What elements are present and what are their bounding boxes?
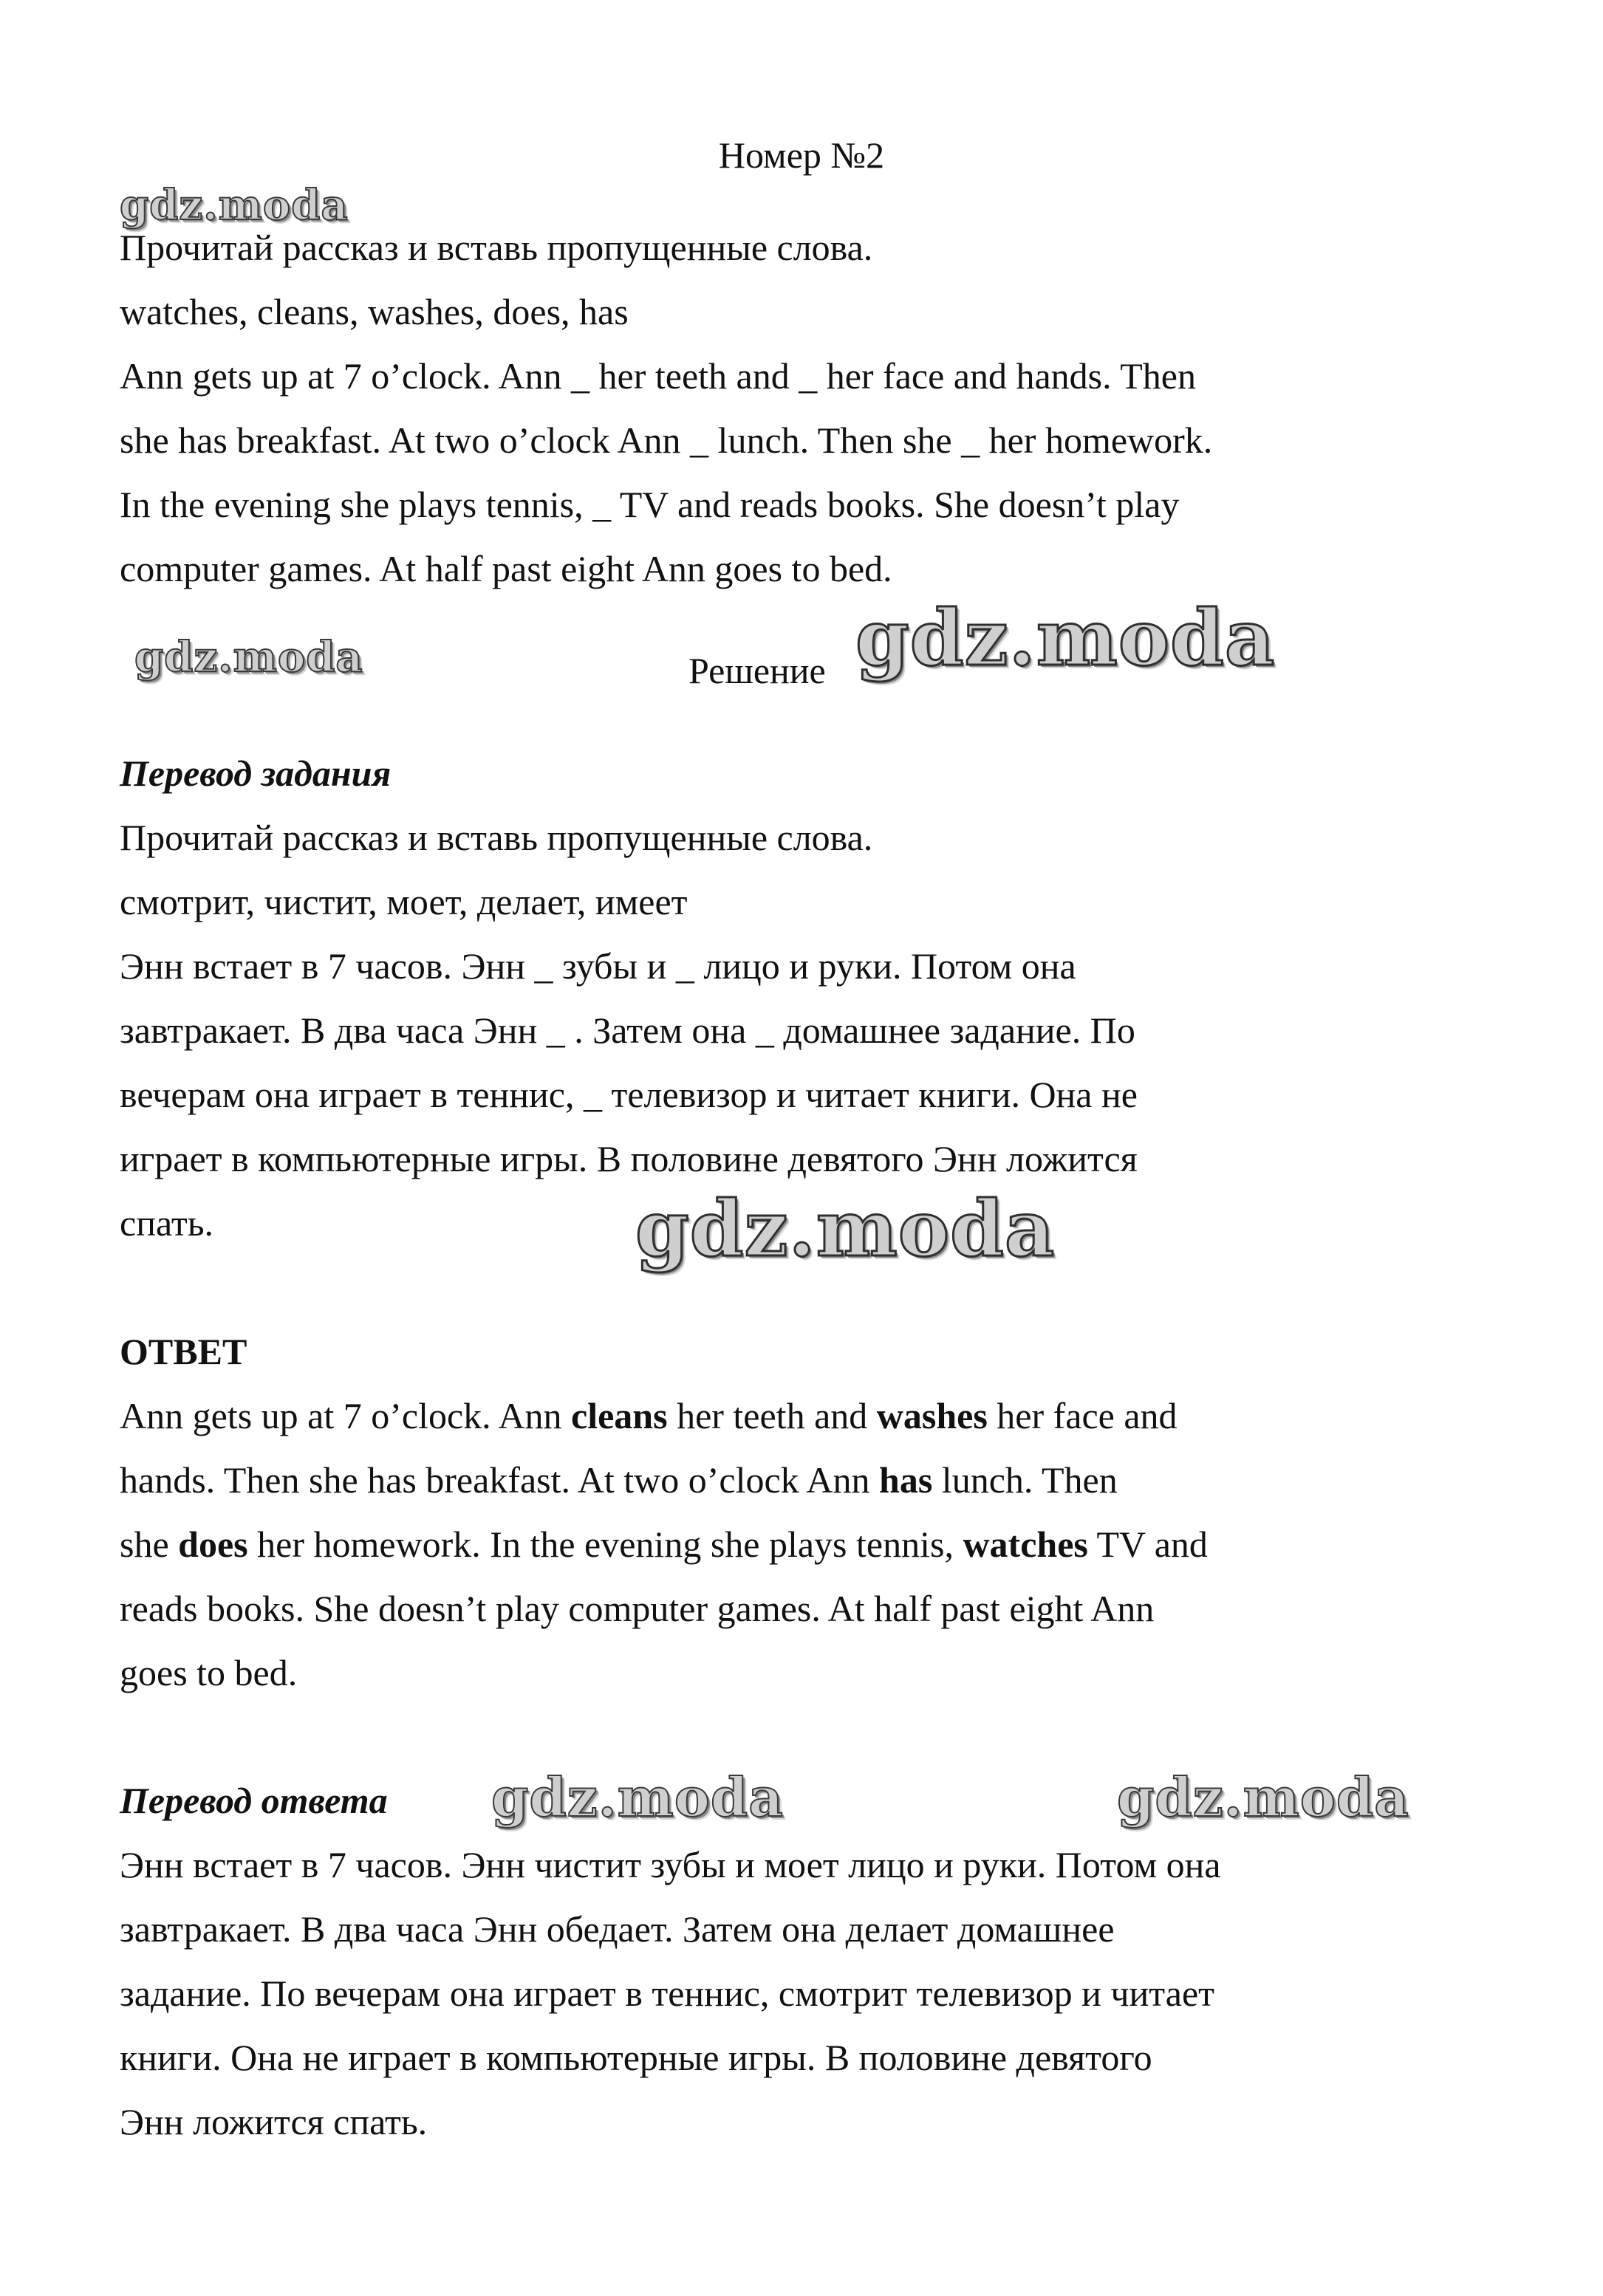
task-text-line: computer games. At half past eight Ann goes to bed. (120, 548, 892, 589)
translation-answer-heading: Перевод ответа (120, 1780, 388, 1821)
translation-task-line: вечерам она играет в теннис, _ телевизор и читает книги. Она не (120, 1074, 1138, 1115)
page-title: Номер №2 (718, 134, 885, 176)
answer-text: her teeth and (667, 1395, 877, 1436)
task-word-bank: watches, cleans, washes, does, has (120, 291, 629, 332)
translation-task-heading: Перевод задания (120, 753, 392, 794)
answer-text: TV and (1087, 1524, 1208, 1565)
translation-answer-line: завтракает. В два часа Энн обедает. Затем она делает домашнее (120, 1908, 1115, 1950)
answer-text: lunch. Then (932, 1459, 1118, 1501)
task-text-line: Ann gets up at 7 o’clock. Ann _ her teeth and _ her face and hands. Then (120, 355, 1196, 397)
answer-line (120, 1394, 1178, 1438)
watermark-logo: gdz.moda (491, 1766, 784, 1829)
answer-line: reads books. She doesn’t play computer games. At half past eight Ann (120, 1588, 1155, 1629)
watermark-logo: gdz.moda (120, 181, 349, 230)
watermark-logo: gdz.moda (855, 592, 1276, 683)
watermark-logo: gdz.moda (635, 1183, 1056, 1274)
answer-line (120, 1458, 1118, 1502)
answer-word: has (879, 1459, 933, 1501)
answer-text: Ann gets up at 7 o’clock. Ann (120, 1395, 572, 1436)
translation-answer-line: Энн ложится спать. (120, 2101, 428, 2142)
answer-text: she (120, 1524, 179, 1565)
translation-task-line: завтракает. В два часа Энн _ . Затем она _ домашнее задание. По (120, 1010, 1135, 1051)
answer-word: washes (876, 1395, 988, 1436)
answer-line: goes to bed. (120, 1652, 298, 1693)
task-text-line: In the evening she plays tennis, _ TV and reads books. She doesn’t play (120, 484, 1180, 525)
translation-answer-line: книги. Она не играет в компьютерные игры. В половине девятого (120, 2037, 1152, 2078)
solution-label: Решение (688, 650, 826, 691)
answer-text: her face and (987, 1395, 1178, 1436)
translation-answer-line: задание. По вечерам она играет в теннис, смотрит телевизор и читает (120, 1973, 1215, 2014)
answer-text: hands. Then she has breakfast. At two o’clock Ann (120, 1459, 880, 1501)
translation-task-word-bank: смотрит, чистит, моет, делает, имеет (120, 881, 688, 922)
watermark-logo: gdz.moda (134, 633, 363, 682)
answer-line (120, 1522, 1208, 1566)
translation-task-instruction: Прочитай рассказ и вставь пропущенные слова. (120, 817, 873, 858)
task-instruction: Прочитай рассказ и вставь пропущенные слова. (120, 227, 873, 268)
answer-word: cleans (571, 1395, 668, 1436)
watermark-logo: gdz.moda (1117, 1766, 1409, 1829)
translation-task-line: Энн встает в 7 часов. Энн _ зубы и _ лицо и руки. Потом она (120, 945, 1076, 987)
answer-heading: ОТВЕТ (120, 1331, 247, 1372)
task-text-line: she has breakfast. At two o’clock Ann _ lunch. Then she _ her homework. (120, 419, 1213, 461)
translation-task-line: спать. (120, 1202, 214, 1244)
translation-answer-line: Энн встает в 7 часов. Энн чистит зубы и моет лицо и руки. Потом она (120, 1844, 1221, 1885)
answer-text: her homework. In the evening she plays tennis, (247, 1524, 963, 1565)
answer-word: does (178, 1524, 248, 1565)
answer-word: watches (963, 1524, 1088, 1565)
translation-task-line: играет в компьютерные игры. В половине девятого Энн ложится (120, 1138, 1138, 1179)
